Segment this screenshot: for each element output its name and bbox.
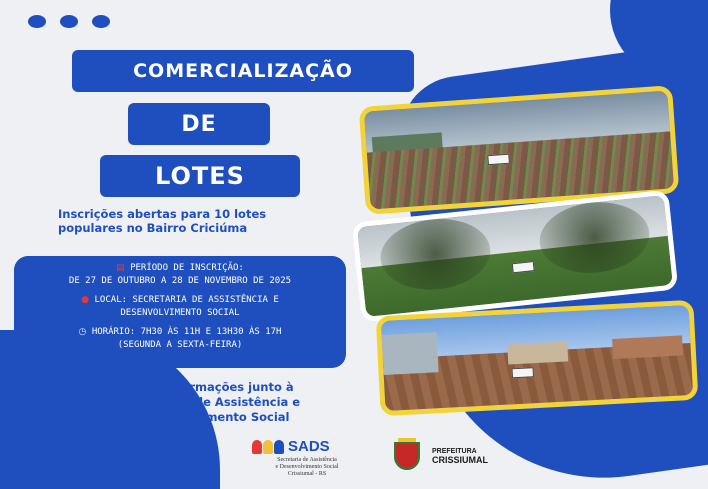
sads-logo: [252, 438, 362, 478]
title-line-3: LOTES: [100, 155, 300, 197]
people-icon: [252, 440, 284, 454]
title-line-2: DE: [128, 103, 270, 145]
lot-photo-3: [376, 300, 699, 417]
period-label: PERÍODO DE INSCRIÇÃO:: [130, 263, 244, 273]
period-value: DE 27 DE OUTUBRO A 28 DE NOVEMBRO DE 2025: [68, 276, 292, 286]
dot-icon: [28, 15, 46, 28]
location-line-2: DESENVOLVIMENTO SOCIAL: [120, 308, 240, 318]
more-info-text: [82, 380, 342, 425]
lot-sign: [487, 154, 510, 166]
sads-name: SADS: [288, 438, 330, 455]
sads-sub-3: Crissiumal - RS: [287, 471, 327, 477]
title-line-1: COMERCIALIZAÇÃO: [72, 50, 414, 92]
prefeitura-line-1: PREFEITURA: [432, 448, 477, 455]
subtitle: [58, 207, 348, 235]
sads-sub-1: Secretaria de Assistência: [277, 457, 337, 463]
details-box: [14, 256, 346, 368]
dot-icon: [92, 15, 110, 28]
hours-line-2: (SEGUNDA A SEXTA-FEIRA): [117, 340, 243, 350]
location-row: [22, 294, 338, 307]
sads-sub-2: e Desenvolvimento Social: [275, 464, 339, 470]
more-info-line-3: Desenvolvimento Social: [134, 410, 290, 424]
period-label-row: [22, 262, 338, 275]
clock-icon: ◷: [78, 327, 87, 337]
subtitle-line-2: populares no Bairro Criciúma: [58, 221, 248, 235]
dot-icon: [60, 15, 78, 28]
more-info-line-2: Secretaria de Assistência e: [123, 395, 301, 409]
prefeitura-logo: [388, 438, 488, 474]
decorative-dots: [28, 15, 110, 28]
hours-row: [22, 326, 338, 339]
more-info-line-1: Mais informações junto à: [130, 380, 294, 394]
prefeitura-line-2: CRISSIUMAL: [432, 455, 488, 465]
subtitle-line-1: Inscrições abertas para 10 lotes: [58, 207, 267, 221]
location-pin-icon: ●: [81, 295, 90, 305]
location-line-1: LOCAL: SECRETARIA DE ASSISTÊNCIA E: [94, 295, 279, 305]
lot-sign: [512, 367, 534, 378]
calendar-icon: ▤: [116, 263, 125, 273]
hours-line-1: HORÁRIO: 7H30 ÀS 11H E 13H30 ÀS 17H: [91, 327, 282, 337]
coat-of-arms-icon: [388, 438, 426, 474]
